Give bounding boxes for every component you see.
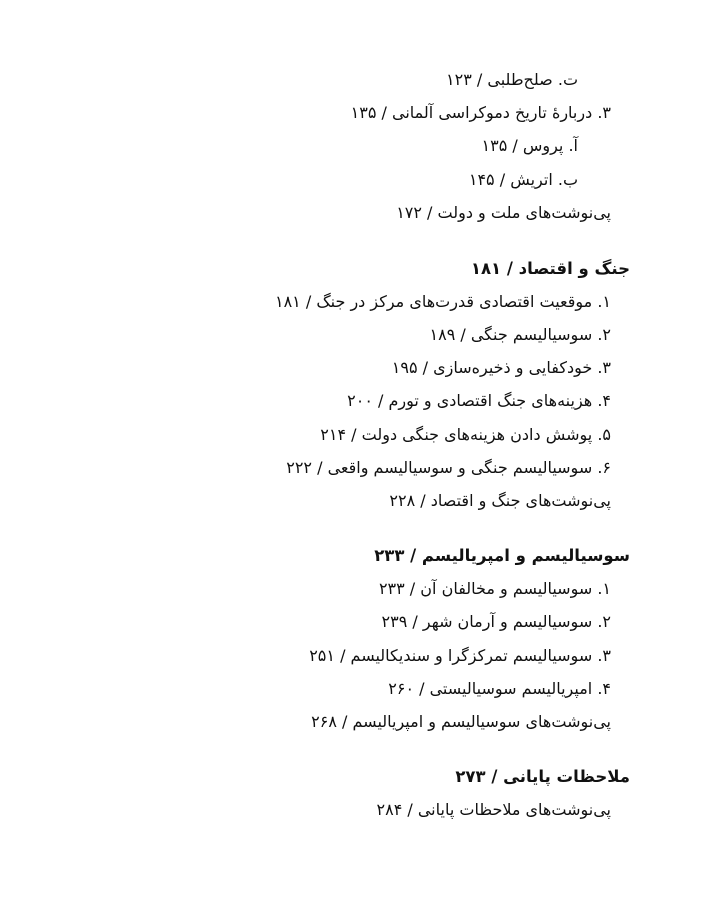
toc-entry: پی‌نوشت‌های جنگ و اقتصاد / ۲۲۸	[389, 491, 611, 510]
toc-section-heading: ملاحظات پایانی / ۲۷۳	[455, 767, 630, 786]
toc-entry: پی‌نوشت‌های ملت و دولت / ۱۷۲	[396, 203, 611, 222]
toc-entry: ۴. هزینه‌های جنگ اقتصادی و تورم / ۲۰۰	[347, 391, 611, 410]
toc-entry: ۲. سوسیالیسم و آرمان شهر / ۲۳۹	[381, 612, 611, 631]
toc-entry: ۳. خودکفایی و ذخیره‌سازی / ۱۹۵	[391, 358, 611, 377]
toc-entry: ۵. پوشش دادن هزینه‌های جنگی دولت / ۲۱۴	[320, 425, 611, 444]
toc-entry: ۳. دربارهٔ تاریخ دموکراسی آلمانی / ۱۳۵	[350, 103, 611, 122]
toc-entry: ۱. موقعیت اقتصادی قدرت‌های مرکز در جنگ / ۱۸۱	[274, 292, 611, 311]
toc-entry: ۱. سوسیالیسم و مخالفان آن / ۲۳۳	[378, 579, 611, 598]
toc-section-heading: جنگ و اقتصاد / ۱۸۱	[470, 259, 630, 278]
toc-entry: ۲. سوسیالیسم جنگی / ۱۸۹	[429, 325, 611, 344]
toc-entry: آ. پروس / ۱۳۵	[481, 136, 578, 155]
toc-entry: ۶. سوسیالیسم جنگی و سوسیالیسم واقعی / ۲۲۲	[286, 458, 611, 477]
toc-entry: ت. صلح‌طلبی / ۱۲۳	[446, 70, 578, 89]
toc-entry: ۴. امپریالیسم سوسیالیستی / ۲۶۰	[388, 679, 611, 698]
toc-section-heading: سوسیالیسم و امپریالیسم / ۲۳۳	[374, 546, 630, 565]
toc-entry: ب. اتریش / ۱۴۵	[468, 170, 578, 189]
toc-entry: پی‌نوشت‌های ملاحظات پایانی / ۲۸۴	[376, 800, 611, 819]
toc-entry: پی‌نوشت‌های سوسیالیسم و امپریالیسم / ۲۶۸	[311, 712, 611, 731]
toc-entry: ۳. سوسیالیسم تمرکزگرا و سندیکالیسم / ۲۵۱	[309, 646, 611, 665]
